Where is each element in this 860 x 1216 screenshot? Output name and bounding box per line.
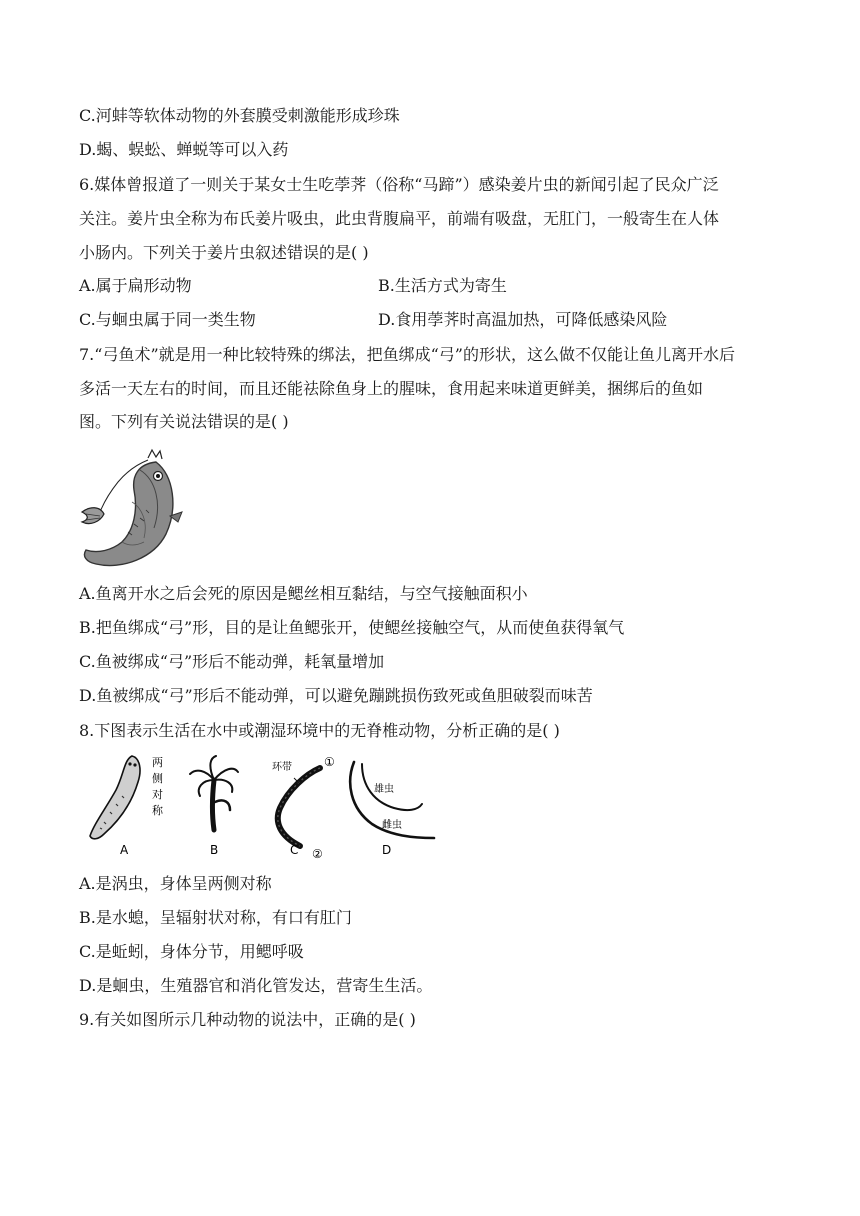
option-a-q7: A.鱼离开水之后会死的原因是鳃丝相互黏结，与空气接触面积小: [79, 584, 528, 603]
question-7-line-1: 7.“弓鱼术”就是用一种比较特殊的绑法，把鱼绑成“弓”的形状，这么做不仅能让鱼儿离开水后: [79, 345, 735, 364]
option-c-q5: C.河蚌等软体动物的外套膜受刺激能形成珍珠: [79, 106, 400, 125]
option-d-q6: D.食用荸荠时高温加热，可降低感染风险: [378, 310, 668, 329]
option-b-q7: B.把鱼绑成“弓”形，目的是让鱼鳃张开，使鳃丝接触空气，从而使鱼获得氧气: [79, 618, 625, 637]
label-circled-2: ②: [312, 847, 323, 861]
figure-label-b: B: [210, 843, 219, 857]
label-huandai: 环带: [272, 762, 292, 773]
sym-char-1: 两: [152, 756, 163, 769]
option-d-q5: D.蝎、蜈蚣、蝉蜕等可以入药: [79, 140, 289, 159]
bow-fish-figure: [78, 446, 190, 572]
sym-char-3: 对: [152, 788, 163, 801]
question-6-line-2: 关注。姜片虫全称为布氏姜片吸虫，此虫背腹扁平，前端有吸盘，无肛门，一般寄生在人体: [79, 209, 720, 228]
option-c-q6: C.与蛔虫属于同一类生物: [79, 310, 256, 329]
question-7-line-2: 多活一天左右的时间，而且还能祛除鱼身上的腥味，食用起来味道更鲜美，捆绑后的鱼如: [79, 379, 704, 398]
option-b-q8: B.是水螅，呈辐射状对称，有口有肛门: [79, 908, 352, 927]
figure-label-a: A: [120, 843, 129, 857]
question-8-line-1: 8.下图表示生活在水中或潮湿环境中的无脊椎动物，分析正确的是( ): [79, 721, 560, 740]
option-c-q8: C.是蚯蚓，身体分节，用鳃呼吸: [79, 942, 304, 961]
label-male-worm: 雄虫: [374, 784, 394, 795]
hydra-drawing: [190, 756, 238, 830]
question-9-line-1: 9.有关如图所示几种动物的说法中，正确的是( ): [79, 1010, 416, 1029]
figure-label-d: D: [382, 843, 392, 857]
option-d-q8: D.是蛔虫，生殖器官和消化管发达，营寄生生活。: [79, 976, 433, 995]
option-d-q7: D.鱼被绑成“弓”形后不能动弹，可以避免蹦跳损伤致死或鱼胆破裂而味苦: [79, 686, 593, 705]
option-b-q6: B.生活方式为寄生: [378, 276, 507, 295]
label-female-worm: 雌虫: [382, 820, 402, 831]
sym-char-4: 称: [152, 804, 163, 817]
question-7-line-3: 图。下列有关说法错误的是( ): [79, 412, 289, 431]
question-6-line-1: 6.媒体曾报道了一则关于某女士生吃荸荠（俗称“马蹄”）感染姜片虫的新闻引起了民众广泛: [79, 175, 719, 194]
planarian-drawing: [90, 756, 140, 839]
earthworm-drawing: [278, 768, 320, 846]
option-a-q6: A.属于扁形动物: [79, 276, 192, 295]
option-c-q7: C.鱼被绑成“弓”形后不能动弹，耗氧量增加: [79, 652, 385, 671]
figure-label-c: C: [290, 843, 299, 857]
sym-char-2: 侧: [152, 772, 163, 785]
option-a-q8: A.是涡虫，身体呈两侧对称: [79, 874, 272, 893]
question-6-line-3: 小肠内。下列关于姜片虫叙述错误的是( ): [79, 243, 369, 262]
invertebrates-figure: [84, 752, 440, 862]
label-circled-1: ①: [324, 755, 335, 769]
